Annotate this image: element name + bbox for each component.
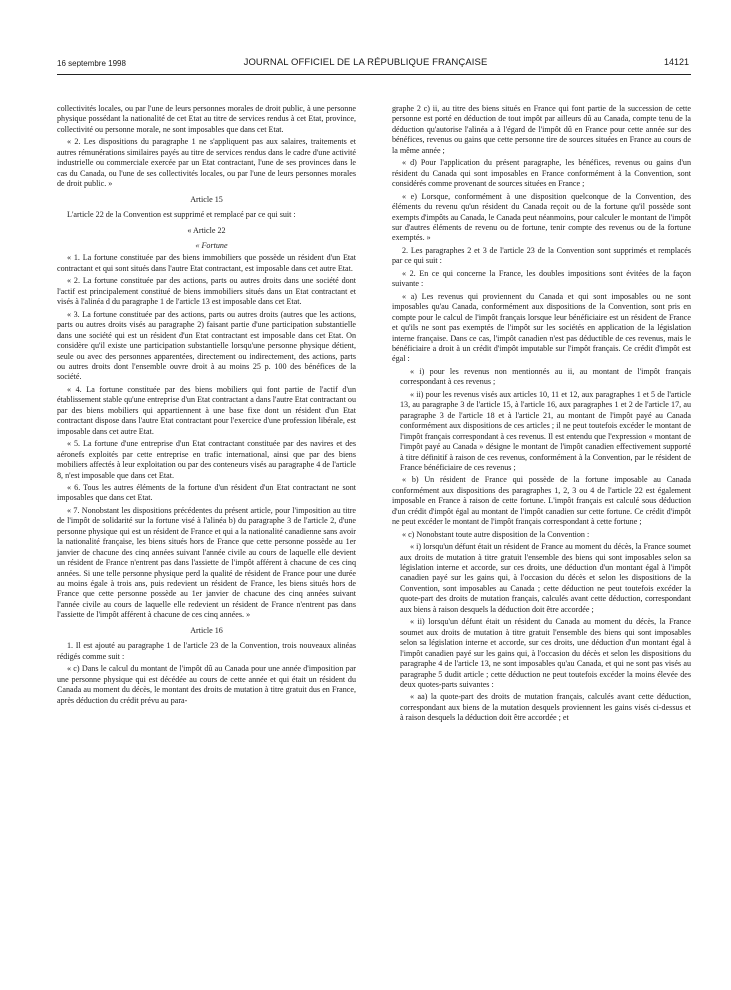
article-heading: Article 16 xyxy=(190,625,223,635)
paragraph: « c) Nonobstant toute autre disposition de la Convention : xyxy=(402,529,590,539)
paragraph: « i) lorsqu'un défunt était un résident de France au moment du décès, la France soumet aux droits de mutation à titre gratuit l'ensemble des biens qui sont imposables selon sa législation interne et accorde, sur ces droits, une déduction d'un montant égal à l'impôt canadien payé sur les gains qui, à l'occasion du décès et selon les dispositions de la Convention, sont imposables au Canada ; cette déduction ne peut toutefois excéder la quote-part des droits de mutation français, calculés avant cette déduction, correspondant aux biens à raison desquels la déduction doit être accordée ; xyxy=(400,542,691,614)
paragraph: « 3. La fortune constituée par des actions, parts ou autres droits (autres que les actions, parts ou autres droits visés au paragraphe 2) faisant partie d'une participation substantielle dans une société qui est un résident d'un Etat contractant est imposable dans cet Etat. On considère qu'il existe une participation substantielle lorsqu'une personne physique détient, seule ou avec des personnes apparentées, directement ou indirectement, des actions, parts ou autres droits dont l'ensemble ouvre droit à au moins 25 p. 100 des bénéfices de la société. xyxy=(57,309,356,382)
header-page-number: 14121 xyxy=(663,57,689,67)
right-column xyxy=(392,104,691,726)
paragraph: « d) Pour l'application du présent paragraphe, les bénéfices, revenus ou gains d'un résident du Canada qui sont imposables en France conformément à la Convention, sont considérés comme provenant de sources situées en France ; xyxy=(392,158,691,189)
paragraph: 1. Il est ajouté au paragraphe 1 de l'article 23 de la Convention, trois nouveaux alinéas rédigés comme suit : xyxy=(57,641,356,661)
paragraph: « 2. Les dispositions du paragraphe 1 ne s'appliquent pas aux salaires, traitements et autres rémunérations similaires payés au titre de services rendus dans le cadre d'une activité industrielle ou commerciale exercée par un Etat contractant, l'une de ses provinces dans le cas du Canada, ou l'une de ses collectivités locales, ou par l'une de leurs personnes morales de droit public. » xyxy=(57,137,356,189)
paragraph: « c) Dans le calcul du montant de l'impôt dû au Canada pour une année d'imposition par une personne physique qui est décédée au cours de cette année et qui était un résident du Canada au moment du décès, le montant des droits de mutation à titre gratuit dus en France, après déduction du crédit prévu au para- xyxy=(57,664,356,705)
paragraph: L'article 22 de la Convention est supprimé et remplacé par ce qui suit : xyxy=(67,210,296,220)
paragraph: graphe 2 c) ii, au titre des biens situés en France qui font partie de la succession de cette personne est porté en déduction de tout impôt par ailleurs dû au Canada, compte tenu de la déduction qu'autorise l'alinéa a à l'égard de l'impôt dû en France pour cette année sur des bénéfices, revenus ou gains que cette personne tire de sources situées en France au cours de la même année ; xyxy=(392,104,691,155)
paragraph: 2. Les paragraphes 2 et 3 de l'article 23 de la Convention sont supprimés et remplacés par ce qui suit : xyxy=(392,245,691,266)
paragraph: collectivités locales, ou par l'une de leurs personnes morales de droit public, à une personne physique possédant la nationalité de cet Etat au titre de services rendus à cet Etat, province, collectivité ou personne morale, ne sont imposables que dans cet Etat. xyxy=(57,104,356,134)
paragraph: « 6. Tous les autres éléments de la fortune d'un résident d'un Etat contractant ne sont imposables que dans cet Etat. xyxy=(57,482,356,503)
section-title: « Fortune xyxy=(195,240,228,250)
paragraph: « e) Lorsque, conformément à une disposition quelconque de la Convention, des éléments du revenu qu'un résident du Canada reçoit ou de la fortune qu'il possède sont exempts d'impôts au Canada, le Canada peut néanmoins, pour calculer le montant de l'impôt sur d'autres éléments de revenu ou de fortune, tenir compte des revenus ou de la fortune exemptés. » xyxy=(392,191,691,243)
paragraph: « i) pour les revenus non mentionnés au ii, au montant de l'impôt français correspondant à ces revenus ; xyxy=(400,366,691,387)
paragraph: « ii) pour les revenus visés aux articles 10, 11 et 12, aux paragraphes 1 et 5 de l'article 13, au paragraphe 3 de l'article 15, à l'article 16, aux paragraphes 1 et 2 de l'article 17, au paragraphe 3 de l'article 18 et à l'article 21, au montant de l'impôt payé au Canada conformément aux dispositions de ces articles ; il ne peut toutefois excéder le montant de l'impôt français correspondant à ces revenus. Il est entendu que l'expression « montant de l'impôt payé au Canada » désigne le montant de l'impôt canadien effectivement supporté à titre définitif à raison de ces revenus, conformément à la Convention, par le résident de France bénéficiaire de ces revenus ; xyxy=(400,389,691,472)
left-column xyxy=(57,104,356,708)
paragraph: « 5. La fortune d'une entreprise d'un Etat contractant constituée par des navires et des aéronefs exploités par cette entreprise en trafic international, ainsi que par des biens mobiliers affectés à leur exploitation ou par des conteneurs visés au paragraphe 4 de l'article 8, n'est imposable que dans cet Etat. xyxy=(57,439,356,480)
paragraph: « 2. En ce qui concerne la France, les doubles impositions sont évitées de la façon suivante : xyxy=(392,268,691,289)
paragraph: « 2. La fortune constituée par des actions, parts ou autres droits dans une société dont l'actif est principalement constitué de biens immobiliers situés dans un Etat contractant et visés à l'alinéa d du paragraphe 1 de l'article 13 est imposable dans cet Etat. xyxy=(57,276,356,307)
header-date: 16 septembre 1998 xyxy=(57,59,126,68)
paragraph: « 7. Nonobstant les dispositions précédentes du présent article, pour l'imposition au titre de l'impôt de solidarité sur la fortune visé à l'alinéa b) du paragraphe 3 de l'article 2, d'une personne physique qui est un résident de France et qui a la nationalité canadienne sans avoir la nationalité française, les biens situés hors de France que cette personne possède au 1er janvier de chacune des cinq années suivant l'année civile au cours de laquelle elle devient un résident de France n'entrent pas dans l'assiette de l'impôt afférent à chacune de ces cinq années. Si une telle personne physique perd la qualité de résident de France pour une durée au moins égale à trois ans, puis redevient un résident de France, les biens situés hors de France que cette personne possède au 1er janvier de chacune des cinq années suivant l'année civile au cours de laquelle elle redevient un résident de France n'entrent pas dans l'assiette de l'impôt afférent à chacune de ces cinq années. » xyxy=(57,505,356,620)
header-rule xyxy=(57,74,691,75)
page-header xyxy=(0,56,731,72)
paragraph: « aa) la quote-part des droits de mutation français, calculés avant cette déduction, correspondant aux biens de la mutation desquels proviennent les gains visés ci-dessus et à raison desquels la déduction doit être accordée ; et xyxy=(400,692,691,723)
article-heading: Article 15 xyxy=(190,194,223,204)
header-title: JOURNAL OFFICIEL DE LA RÉPUBLIQUE FRANÇAISE xyxy=(243,57,488,68)
paragraph: « ii) lorsqu'un défunt était un résident du Canada au moment du décès, la France soumet aux droits de mutation à titre gratuit l'ensemble des biens qui sont imposables selon sa législation interne et accorde, sur ces droits, une déduction d'un montant égal à l'impôt canadien payé sur les gains qui, à l'occasion du décès et selon les dispositions du paragraphe 4 de l'article 13, ne sont imposables qu'au Canada, et qui ne sont pas visés au paragraphe 5 dudit article ; cette déduction ne peut toutefois excéder la moins élevée des deux quotes-parts suivantes : xyxy=(400,617,691,690)
paragraph: « a) Les revenus qui proviennent du Canada et qui sont imposables ou ne sont imposables qu'au Canada, conformément aux dispositions de la Convention, sont pris en compte pour le calcul de l'impôt français lorsque leur bénéficiaire est un résident de France et qu'ils ne sont pas exemptés de l'impôt sur les sociétés en application de la législation interne française. Dans ce cas, l'impôt canadien n'est pas déductible de ces revenus, mais le bénéficiaire a droit à un crédit d'impôt imputable sur l'impôt français. Ce crédit d'impôt est égal : xyxy=(392,291,691,364)
paragraph: « 1. La fortune constituée par des biens immobiliers que possède un résident d'un Etat contractant et qui sont situés dans l'autre Etat contractant, est imposable dans cet autre Etat. xyxy=(57,253,356,273)
paragraph: « b) Un résident de France qui possède de la fortune imposable au Canada conformément aux dispositions des paragraphes 1, 2, 3 ou 4 de l'article 22 est également imposable en France à raison de cette fortune. L'impôt français est calculé sous déduction d'un crédit d'impôt égal au montant de l'impôt canadien sur cette fortune. Ce crédit d'impôt ne peut excéder le montant de l'impôt français correspondant à cette fortune ; xyxy=(392,475,691,527)
article-heading: « Article 22 xyxy=(187,225,226,235)
paragraph: « 4. La fortune constituée par des biens mobiliers qui font partie de l'actif d'un établissement stable qu'une entreprise d'un Etat contractant a dans l'autre Etat contractant ou par des biens mobiliers qui appartiennent à une base fixe dont un résident d'un Etat contractant dispose dans l'autre Etat contractant pour l'exercice d'une profession libérale, est imposable dans cet autre Etat. xyxy=(57,384,356,436)
